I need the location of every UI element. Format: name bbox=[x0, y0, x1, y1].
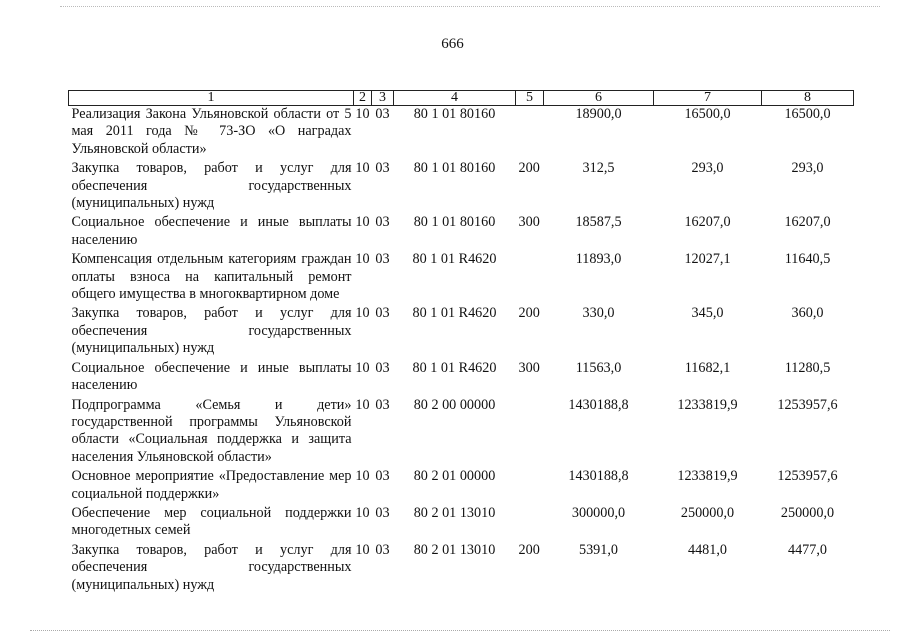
table-row bbox=[69, 397, 854, 469]
row-expense-type-code: 200 bbox=[518, 305, 540, 322]
row-value-col6: 330,0 bbox=[582, 305, 615, 322]
row-value-col6: 1430188,8 bbox=[568, 396, 629, 413]
row-section-code: 10 bbox=[355, 504, 370, 521]
row-value-col6: 18900,0 bbox=[575, 106, 622, 122]
row-value-col6: 300000,0 bbox=[571, 504, 626, 521]
row-section-code: 10 bbox=[355, 106, 370, 122]
row-name: Подпрограмма «Семья и дети» государственной программы Ульяновской области «Социальная поддержка и защита населения Ульяновской области» bbox=[71, 396, 352, 465]
row-name: Закупка товаров, работ и услуг для обеспечения государственных (муниципальных) нужд bbox=[71, 541, 352, 593]
row-value-col7: 16207,0 bbox=[684, 214, 731, 231]
row-name: Основное мероприятие «Предоставление мер социальной поддержки» bbox=[71, 468, 352, 502]
row-expense-type-code bbox=[516, 251, 544, 305]
row-subsection-code: 03 bbox=[375, 468, 390, 485]
row-target-article-code: 80 1 01 80160 bbox=[413, 214, 496, 231]
row-expense-type-code bbox=[516, 468, 544, 505]
row-expense-type-code: 200 bbox=[518, 160, 540, 177]
table-row bbox=[69, 251, 854, 305]
row-value-col7: 1233819,9 bbox=[677, 468, 738, 485]
column-header: 5 bbox=[516, 91, 544, 106]
row-target-article-code: 80 1 01 R4620 bbox=[412, 305, 497, 322]
row-subsection-code: 03 bbox=[375, 359, 390, 376]
row-section-code: 10 bbox=[355, 214, 370, 231]
row-value-col8: 250000,0 bbox=[780, 504, 835, 521]
row-value-col8: 16500,0 bbox=[784, 106, 831, 122]
row-value-col8: 1253957,6 bbox=[777, 396, 838, 413]
row-target-article-code: 80 2 00 00000 bbox=[413, 396, 496, 413]
row-value-col7: 11682,1 bbox=[684, 359, 731, 376]
row-name: Социальное обеспечение и иные выплаты населению bbox=[71, 359, 352, 394]
row-value-col8: 11640,5 bbox=[784, 251, 831, 268]
column-header: 3 bbox=[372, 91, 394, 106]
row-section-code: 10 bbox=[355, 541, 370, 558]
row-subsection-code: 03 bbox=[375, 541, 390, 558]
row-section-code: 10 bbox=[355, 468, 370, 485]
row-expense-type-code bbox=[516, 505, 544, 542]
row-subsection-code: 03 bbox=[375, 160, 390, 177]
row-value-col6: 18587,5 bbox=[575, 214, 622, 231]
row-expense-type-code: 300 bbox=[518, 359, 540, 376]
column-number-row bbox=[69, 91, 854, 106]
table-row bbox=[69, 214, 854, 251]
column-header: 8 bbox=[762, 91, 854, 106]
row-value-col7: 4481,0 bbox=[687, 541, 727, 558]
row-value-col6: 11893,0 bbox=[575, 251, 622, 268]
scan-edge-top bbox=[60, 6, 880, 7]
column-header: 6 bbox=[544, 91, 654, 106]
row-expense-type-code bbox=[516, 106, 544, 161]
row-value-col7: 345,0 bbox=[691, 305, 724, 322]
row-value-col8: 4477,0 bbox=[787, 541, 827, 558]
column-header: 4 bbox=[394, 91, 516, 106]
row-target-article-code: 80 2 01 13010 bbox=[413, 504, 496, 521]
row-name: Закупка товаров, работ и услуг для обеспечения государственных (муниципальных) нужд bbox=[71, 160, 352, 212]
row-section-code: 10 bbox=[355, 251, 370, 268]
table-row bbox=[69, 505, 854, 542]
column-header: 1 bbox=[69, 91, 354, 106]
row-name: Закупка товаров, работ и услуг для обеспечения государственных (муниципальных) нужд bbox=[71, 305, 352, 357]
row-name: Компенсация отдельным категориям граждан оплаты взноса на капитальный ремонт общего имущества в многоквартирном доме bbox=[71, 251, 352, 303]
table-row bbox=[69, 305, 854, 359]
column-header: 2 bbox=[354, 91, 372, 106]
row-value-col7: 250000,0 bbox=[680, 504, 735, 521]
row-name: Социальное обеспечение и иные выплаты населению bbox=[71, 214, 352, 248]
table-body bbox=[69, 106, 854, 596]
page-number: 666 bbox=[441, 36, 464, 52]
row-value-col7: 12027,1 bbox=[684, 251, 731, 268]
row-subsection-code: 03 bbox=[375, 214, 390, 231]
row-subsection-code: 03 bbox=[375, 504, 390, 521]
row-value-col7: 1233819,9 bbox=[677, 396, 738, 413]
table-row bbox=[69, 542, 854, 596]
row-name: Реализация Закона Ульяновской области от 5 мая 2011 года № 73-ЗО «О наградах Ульяновской области» bbox=[71, 106, 352, 157]
column-header: 7 bbox=[654, 91, 762, 106]
row-expense-type-code: 200 bbox=[518, 541, 540, 558]
row-target-article-code: 80 2 01 13010 bbox=[413, 541, 496, 558]
row-value-col6: 11563,0 bbox=[575, 359, 622, 376]
row-value-col8: 16207,0 bbox=[784, 214, 831, 231]
table-row bbox=[69, 360, 854, 397]
row-subsection-code: 03 bbox=[375, 396, 390, 413]
row-subsection-code: 03 bbox=[375, 305, 390, 322]
row-value-col8: 11280,5 bbox=[784, 359, 831, 376]
scan-edge-bottom bbox=[30, 630, 890, 631]
table-row bbox=[69, 468, 854, 505]
row-value-col6: 5391,0 bbox=[578, 541, 618, 558]
row-section-code: 10 bbox=[355, 305, 370, 322]
row-expense-type-code: 300 bbox=[518, 214, 540, 231]
row-value-col7: 293,0 bbox=[691, 160, 724, 177]
budget-table bbox=[68, 90, 854, 596]
row-expense-type-code bbox=[516, 397, 544, 469]
row-subsection-code: 03 bbox=[375, 106, 390, 122]
row-target-article-code: 80 1 01 R4620 bbox=[412, 359, 497, 376]
row-value-col8: 293,0 bbox=[791, 160, 824, 177]
table-row bbox=[69, 106, 854, 161]
row-value-col8: 1253957,6 bbox=[777, 468, 838, 485]
row-value-col6: 312,5 bbox=[582, 160, 615, 177]
row-value-col8: 360,0 bbox=[791, 305, 824, 322]
row-name: Обеспечение мер социальной поддержки многодетных семей bbox=[71, 504, 352, 539]
row-value-col7: 16500,0 bbox=[684, 106, 731, 122]
row-value-col6: 1430188,8 bbox=[568, 468, 629, 485]
table-row bbox=[69, 160, 854, 214]
row-section-code: 10 bbox=[355, 160, 370, 177]
row-target-article-code: 80 1 01 80160 bbox=[413, 160, 496, 177]
row-target-article-code: 80 2 01 00000 bbox=[413, 468, 496, 485]
row-section-code: 10 bbox=[355, 359, 370, 376]
row-target-article-code: 80 1 01 R4620 bbox=[412, 251, 497, 268]
row-target-article-code: 80 1 01 80160 bbox=[413, 106, 496, 122]
row-section-code: 10 bbox=[355, 396, 370, 413]
row-subsection-code: 03 bbox=[375, 251, 390, 268]
